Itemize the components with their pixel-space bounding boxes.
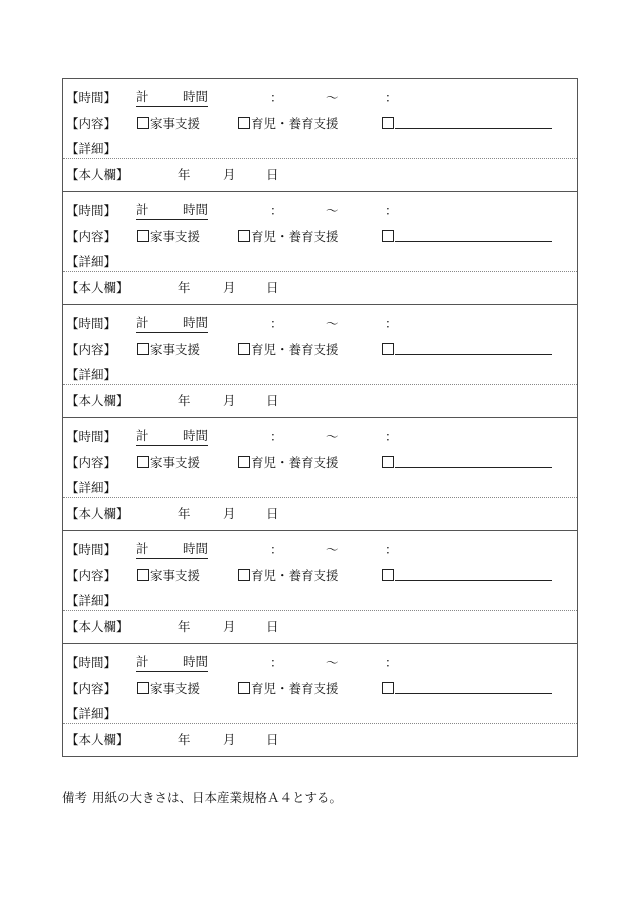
- start-time-colon[interactable]: ：: [270, 542, 283, 557]
- self-row: [63, 392, 577, 410]
- housework-label: 家事支援: [150, 229, 201, 244]
- end-time-colon[interactable]: ：: [385, 316, 398, 331]
- total-hours-field[interactable]: [136, 428, 208, 446]
- day-field[interactable]: 日: [266, 732, 279, 747]
- self-row: [63, 166, 577, 184]
- month-field[interactable]: 月: [223, 732, 236, 747]
- entry-self: [63, 724, 577, 756]
- self-label: 【本人欄】: [66, 167, 129, 182]
- housework-checkbox[interactable]: [137, 230, 149, 242]
- childcare-label: 育児・養育支援: [251, 342, 339, 357]
- end-time-colon[interactable]: ：: [385, 90, 398, 105]
- entry-main: [63, 531, 577, 611]
- entry-self: [63, 159, 577, 191]
- start-time-colon[interactable]: ：: [270, 655, 283, 670]
- housework-checkbox[interactable]: [137, 117, 149, 129]
- entry-self: [63, 272, 577, 304]
- other-option[interactable]: [382, 454, 552, 472]
- month-field[interactable]: 月: [223, 619, 236, 634]
- housework-label: 家事支援: [150, 342, 201, 357]
- total-kei-text: 計: [136, 541, 149, 556]
- childcare-option[interactable]: [238, 115, 339, 133]
- detail-row: [63, 705, 577, 723]
- other-option[interactable]: [382, 680, 552, 698]
- year-field[interactable]: 年: [178, 167, 191, 182]
- other-text-field[interactable]: [395, 681, 552, 694]
- self-label: 【本人欄】: [66, 506, 129, 521]
- time-range-tilde: ～: [326, 316, 339, 331]
- other-checkbox[interactable]: [382, 569, 394, 581]
- childcare-checkbox[interactable]: [238, 569, 250, 581]
- childcare-checkbox[interactable]: [238, 117, 250, 129]
- content-row: [63, 341, 577, 359]
- end-time-colon[interactable]: ：: [385, 655, 398, 670]
- time-range-tilde: ～: [326, 90, 339, 105]
- time-label: 【時間】: [66, 90, 117, 105]
- record-entry: [63, 79, 577, 192]
- detail-row: [63, 366, 577, 384]
- self-row: [63, 279, 577, 297]
- content-label: 【内容】: [66, 568, 117, 583]
- year-field[interactable]: 年: [178, 280, 191, 295]
- detail-label: 【詳細】: [66, 254, 117, 269]
- detail-row: [63, 592, 577, 610]
- entry-self: [63, 385, 577, 417]
- remarks-label: 備考: [62, 790, 88, 805]
- start-time-colon[interactable]: ：: [270, 90, 283, 105]
- entry-main: [63, 305, 577, 385]
- other-checkbox[interactable]: [382, 343, 394, 355]
- end-time-colon[interactable]: ：: [385, 203, 398, 218]
- detail-row: [63, 140, 577, 158]
- self-row: [63, 731, 577, 749]
- housework-option[interactable]: [137, 228, 200, 246]
- month-field[interactable]: 月: [223, 506, 236, 521]
- day-field[interactable]: 日: [266, 393, 279, 408]
- total-kei-text: 計: [136, 202, 149, 217]
- content-label: 【内容】: [66, 681, 117, 696]
- record-entry: [63, 418, 577, 531]
- detail-label: 【詳細】: [66, 141, 117, 156]
- total-hours-text: 時間: [182, 202, 208, 217]
- other-option[interactable]: [382, 228, 552, 246]
- year-field[interactable]: 年: [178, 393, 191, 408]
- self-label: 【本人欄】: [66, 732, 129, 747]
- total-kei-text: 計: [136, 428, 149, 443]
- day-field[interactable]: 日: [266, 619, 279, 634]
- childcare-label: 育児・養育支援: [251, 568, 339, 583]
- childcare-option[interactable]: [238, 567, 339, 585]
- time-row: [63, 654, 577, 672]
- childcare-option[interactable]: [238, 680, 339, 698]
- self-row: [63, 618, 577, 636]
- entry-main: [63, 644, 577, 724]
- total-hours-field[interactable]: [136, 202, 208, 220]
- content-label: 【内容】: [66, 229, 117, 244]
- other-option[interactable]: [382, 567, 552, 585]
- remarks-text: 用紙の大きさは、日本産業規格Ａ４とする。: [92, 790, 343, 805]
- other-text-field[interactable]: [395, 568, 552, 581]
- other-text-field[interactable]: [395, 455, 552, 468]
- entry-main: [63, 418, 577, 498]
- childcare-label: 育児・養育支援: [251, 116, 339, 131]
- other-text-field[interactable]: [395, 229, 552, 242]
- start-time-colon[interactable]: ：: [270, 429, 283, 444]
- childcare-option[interactable]: [238, 454, 339, 472]
- end-time-colon[interactable]: ：: [385, 542, 398, 557]
- housework-option[interactable]: [137, 567, 200, 585]
- time-range-tilde: ～: [326, 203, 339, 218]
- record-entry: [63, 305, 577, 418]
- detail-row: [63, 253, 577, 271]
- total-hours-field[interactable]: [136, 315, 208, 333]
- housework-option[interactable]: [137, 115, 200, 133]
- total-hours-text: 時間: [182, 89, 208, 104]
- content-row: [63, 228, 577, 246]
- record-entry: [63, 644, 577, 756]
- record-entry: [63, 192, 577, 305]
- year-field[interactable]: 年: [178, 506, 191, 521]
- year-field[interactable]: 年: [178, 619, 191, 634]
- total-kei-text: 計: [136, 89, 149, 104]
- record-entry: [63, 531, 577, 644]
- time-label: 【時間】: [66, 542, 117, 557]
- childcare-label: 育児・養育支援: [251, 681, 339, 696]
- time-row: [63, 541, 577, 559]
- other-checkbox[interactable]: [382, 117, 394, 129]
- month-field[interactable]: 月: [223, 280, 236, 295]
- total-hours-text: 時間: [182, 315, 208, 330]
- total-hours-text: 時間: [182, 654, 208, 669]
- housework-option[interactable]: [137, 680, 200, 698]
- month-field[interactable]: 月: [223, 393, 236, 408]
- day-field[interactable]: 日: [266, 280, 279, 295]
- self-label: 【本人欄】: [66, 393, 129, 408]
- other-checkbox[interactable]: [382, 230, 394, 242]
- other-option[interactable]: [382, 115, 552, 133]
- time-range-tilde: ～: [326, 429, 339, 444]
- end-time-colon[interactable]: ：: [385, 429, 398, 444]
- year-field[interactable]: 年: [178, 732, 191, 747]
- time-label: 【時間】: [66, 203, 117, 218]
- day-field[interactable]: 日: [266, 506, 279, 521]
- detail-label: 【詳細】: [66, 706, 117, 721]
- other-text-field[interactable]: [395, 342, 552, 355]
- detail-label: 【詳細】: [66, 367, 117, 382]
- time-row: [63, 202, 577, 220]
- total-kei-text: 計: [136, 654, 149, 669]
- content-row: [63, 680, 577, 698]
- start-time-colon[interactable]: ：: [270, 203, 283, 218]
- total-hours-text: 時間: [182, 541, 208, 556]
- housework-label: 家事支援: [150, 568, 201, 583]
- childcare-label: 育児・養育支援: [251, 229, 339, 244]
- content-label: 【内容】: [66, 116, 117, 131]
- childcare-option[interactable]: [238, 341, 339, 359]
- time-label: 【時間】: [66, 429, 117, 444]
- housework-label: 家事支援: [150, 116, 201, 131]
- remarks-note: [62, 789, 342, 807]
- content-row: [63, 454, 577, 472]
- total-hours-field[interactable]: [136, 541, 208, 559]
- total-hours-field[interactable]: [136, 654, 208, 672]
- other-option[interactable]: [382, 341, 552, 359]
- childcare-checkbox[interactable]: [238, 230, 250, 242]
- time-row: [63, 89, 577, 107]
- content-row: [63, 567, 577, 585]
- detail-label: 【詳細】: [66, 593, 117, 608]
- time-label: 【時間】: [66, 316, 117, 331]
- childcare-checkbox[interactable]: [238, 456, 250, 468]
- housework-checkbox[interactable]: [137, 569, 149, 581]
- time-label: 【時間】: [66, 655, 117, 670]
- start-time-colon[interactable]: ：: [270, 316, 283, 331]
- time-range-tilde: ～: [326, 655, 339, 670]
- housework-label: 家事支援: [150, 455, 201, 470]
- self-row: [63, 505, 577, 523]
- detail-label: 【詳細】: [66, 480, 117, 495]
- day-field[interactable]: 日: [266, 167, 279, 182]
- time-range-tilde: ～: [326, 542, 339, 557]
- entry-self: [63, 498, 577, 530]
- total-hours-text: 時間: [182, 428, 208, 443]
- total-hours-field[interactable]: [136, 89, 208, 107]
- housework-checkbox[interactable]: [137, 682, 149, 694]
- time-row: [63, 315, 577, 333]
- childcare-checkbox[interactable]: [238, 343, 250, 355]
- housework-option[interactable]: [137, 341, 200, 359]
- record-form: [62, 78, 578, 757]
- detail-row: [63, 479, 577, 497]
- entry-main: [63, 79, 577, 159]
- other-checkbox[interactable]: [382, 456, 394, 468]
- entry-self: [63, 611, 577, 643]
- housework-checkbox[interactable]: [137, 343, 149, 355]
- entry-main: [63, 192, 577, 272]
- self-label: 【本人欄】: [66, 619, 129, 634]
- self-label: 【本人欄】: [66, 280, 129, 295]
- content-row: [63, 115, 577, 133]
- time-row: [63, 428, 577, 446]
- content-label: 【内容】: [66, 455, 117, 470]
- other-text-field[interactable]: [395, 116, 552, 129]
- childcare-label: 育児・養育支援: [251, 455, 339, 470]
- total-kei-text: 計: [136, 315, 149, 330]
- housework-checkbox[interactable]: [137, 456, 149, 468]
- childcare-option[interactable]: [238, 228, 339, 246]
- housework-label: 家事支援: [150, 681, 201, 696]
- housework-option[interactable]: [137, 454, 200, 472]
- content-label: 【内容】: [66, 342, 117, 357]
- childcare-checkbox[interactable]: [238, 682, 250, 694]
- other-checkbox[interactable]: [382, 682, 394, 694]
- month-field[interactable]: 月: [223, 167, 236, 182]
